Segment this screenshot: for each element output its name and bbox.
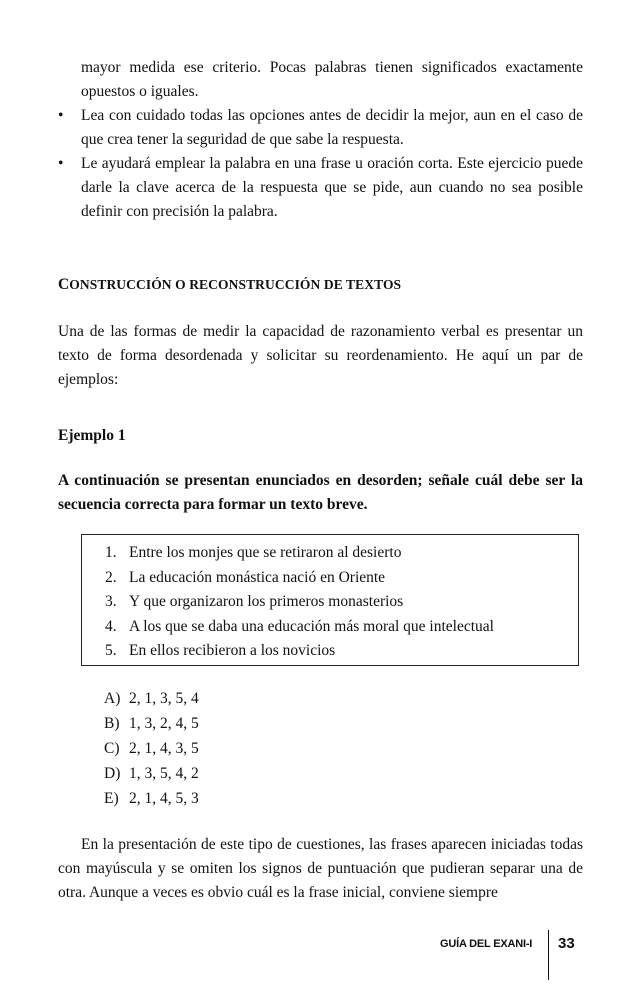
tip-item — [58, 152, 583, 224]
answer-letter: B) — [104, 715, 120, 732]
continuation-paragraph: mayor medida ese criterio. Pocas palabras tienen significados exactamente opuestos o iguales. — [81, 59, 583, 100]
answer-option — [104, 761, 199, 786]
sentence-item — [105, 615, 578, 640]
section-heading-initial: C — [58, 276, 70, 293]
sentence-item — [105, 639, 578, 664]
answer-text: 1, 3, 2, 4, 5 — [129, 715, 199, 732]
tip-text: Le ayudará emplear la palabra en una frase u oración corta. Este ejercicio puede darle la clave acerca de la respuesta que se pide, aun cuando no sea posible definir con precisión la palabra. — [81, 155, 583, 220]
answer-letter: E) — [104, 790, 119, 807]
intro-paragraph: Una de las formas de medir la capacidad de razonamiento verbal es presentar un texto de forma desordenada y solicitar su reordenamiento. He aquí un par de ejemplos: — [58, 323, 583, 388]
sentence-number: 4. — [105, 617, 117, 635]
answer-option — [104, 786, 199, 811]
sentence-text: A los que se daba una educación más moral que intelectual — [129, 617, 494, 635]
sentence-item — [105, 566, 578, 591]
sentences-list — [82, 535, 578, 664]
bullet-icon: • — [58, 107, 64, 124]
answer-option — [104, 711, 199, 736]
sentence-item — [105, 541, 578, 566]
sentence-text: Y que organizaron los primeros monasterios — [129, 593, 404, 610]
tip-item — [58, 104, 583, 152]
sentence-number: 2. — [105, 568, 117, 586]
tips-list — [58, 104, 583, 224]
sentence-text: En ellos recibieron a los novicios — [129, 642, 336, 659]
tip-text: Lea con cuidado todas las opciones antes de decidir la mejor, aun en el caso de que crea tener la seguridad de que sabe la respuesta. — [81, 107, 583, 148]
answer-option — [104, 686, 199, 711]
bullet-icon: • — [58, 155, 64, 172]
sentence-number: 5. — [105, 642, 117, 659]
answer-text: 2, 1, 4, 5, 3 — [129, 790, 199, 807]
page-number: 33 — [558, 935, 575, 952]
sentence-item — [105, 590, 578, 615]
footer-divider — [548, 930, 549, 980]
answer-text: 2, 1, 4, 3, 5 — [129, 740, 199, 757]
sentence-number: 3. — [105, 593, 117, 610]
closing-paragraph: En la presentación de este tipo de cuestiones, las frases aparecen iniciadas todas con mayúscula y se omiten los signos de puntuación que pudieran separar una de otra. Aunque a veces es obvio cuál es la frase inicial, conviene siempre — [58, 836, 583, 901]
section-heading-rest: ONSTRUCCIÓN O RECONSTRUCCIÓN DE TEXTOS — [69, 277, 402, 292]
answer-letter: D) — [104, 765, 121, 782]
answer-text: 1, 3, 5, 4, 2 — [129, 765, 199, 782]
section-heading — [58, 276, 583, 294]
answer-options — [104, 686, 199, 811]
instruction-paragraph: A continuación se presentan enunciados en desorden; señale cuál debe ser la secuencia correcta para formar un texto breve. — [58, 472, 583, 513]
answer-letter: C) — [104, 740, 120, 757]
sentence-number: 1. — [105, 544, 117, 561]
sentences-box — [81, 534, 579, 666]
answer-letter: A) — [104, 690, 121, 707]
example-title: Ejemplo 1 — [58, 427, 126, 444]
sentence-text: Entre los monjes que se retiraron al desierto — [129, 544, 402, 561]
sentence-text: La educación monástica nació en Oriente — [129, 568, 386, 586]
answer-option — [104, 736, 199, 761]
footer-label: GUÍA DEL EXANI-I — [440, 938, 533, 950]
answer-text: 2, 1, 3, 5, 4 — [129, 690, 199, 707]
